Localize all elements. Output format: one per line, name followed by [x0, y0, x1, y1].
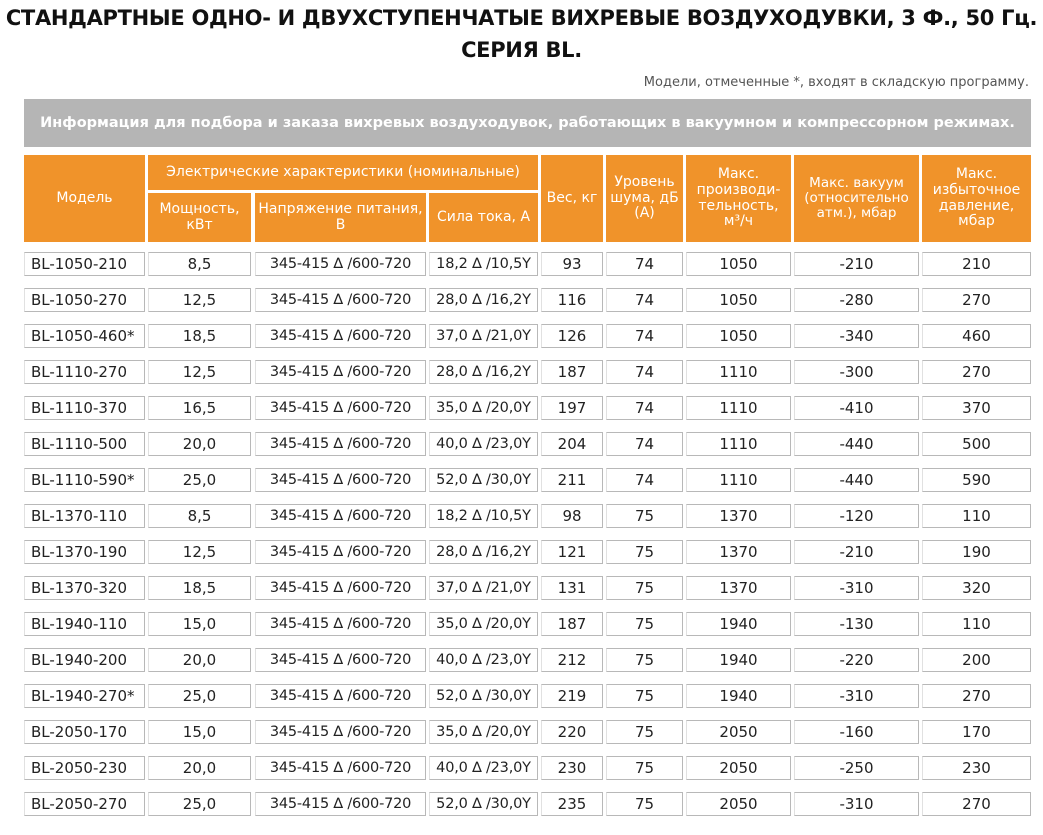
table-row: [24, 786, 1031, 822]
header-noise: Уровень шума, дБ (А): [606, 155, 683, 242]
cell-power: 25,0: [148, 684, 251, 708]
cell-vacuum: -440: [794, 468, 919, 492]
cell-capacity: 1370: [686, 504, 791, 528]
info-banner: Информация для подбора и заказа вихревых воздуходувок, работающих в вакуумном и компрессорном режимах.: [24, 99, 1031, 147]
cell-pressure: 200: [922, 648, 1031, 672]
cell-weight: 121: [541, 540, 603, 564]
table-row: [24, 642, 1031, 678]
table-row: [24, 282, 1031, 318]
cell-current: 18,2 ∆ /10,5Y: [429, 252, 538, 276]
cell-current: 35,0 ∆ /20,0Y: [429, 720, 538, 744]
cell-voltage: 345-415 ∆ /600-720: [255, 792, 426, 816]
cell-current: 35,0 ∆ /20,0Y: [429, 612, 538, 636]
cell-weight: 220: [541, 720, 603, 744]
cell-model: BL-1110-590*: [24, 468, 145, 492]
cell-noise: 74: [606, 396, 683, 420]
cell-model: BL-1370-320: [24, 576, 145, 600]
cell-weight: 126: [541, 324, 603, 348]
cell-voltage: 345-415 ∆ /600-720: [255, 576, 426, 600]
cell-capacity: 2050: [686, 720, 791, 744]
cell-pressure: 500: [922, 432, 1031, 456]
cell-model: BL-2050-270: [24, 792, 145, 816]
cell-vacuum: -340: [794, 324, 919, 348]
table-row: [24, 246, 1031, 282]
cell-weight: 93: [541, 252, 603, 276]
cell-vacuum: -210: [794, 540, 919, 564]
cell-power: 18,5: [148, 576, 251, 600]
cell-model: BL-2050-230: [24, 756, 145, 780]
cell-capacity: 1110: [686, 396, 791, 420]
cell-vacuum: -310: [794, 684, 919, 708]
header-weight: Вес, кг: [541, 155, 603, 242]
cell-noise: 75: [606, 576, 683, 600]
cell-voltage: 345-415 ∆ /600-720: [255, 612, 426, 636]
cell-voltage: 345-415 ∆ /600-720: [255, 504, 426, 528]
cell-voltage: 345-415 ∆ /600-720: [255, 720, 426, 744]
cell-current: 52,0 ∆ /30,0Y: [429, 684, 538, 708]
cell-capacity: 2050: [686, 792, 791, 816]
cell-weight: 187: [541, 612, 603, 636]
cell-noise: 75: [606, 612, 683, 636]
header-pressure: Макс. избыточное давление, мбар: [922, 155, 1031, 242]
cell-voltage: 345-415 ∆ /600-720: [255, 324, 426, 348]
table-row: [24, 498, 1031, 534]
cell-voltage: 345-415 ∆ /600-720: [255, 396, 426, 420]
cell-voltage: 345-415 ∆ /600-720: [255, 648, 426, 672]
cell-current: 40,0 ∆ /23,0Y: [429, 432, 538, 456]
cell-power: 25,0: [148, 792, 251, 816]
cell-vacuum: -310: [794, 792, 919, 816]
cell-capacity: 1940: [686, 648, 791, 672]
cell-current: 40,0 ∆ /23,0Y: [429, 648, 538, 672]
cell-capacity: 1050: [686, 252, 791, 276]
cell-model: BL-1050-460*: [24, 324, 145, 348]
cell-vacuum: -210: [794, 252, 919, 276]
header-model: Модель: [24, 155, 145, 242]
cell-noise: 75: [606, 720, 683, 744]
cell-power: 12,5: [148, 360, 251, 384]
header-voltage: Напряжение питания, В: [255, 193, 426, 242]
header-current: Сила тока, А: [429, 193, 538, 242]
cell-power: 20,0: [148, 648, 251, 672]
cell-model: BL-1370-110: [24, 504, 145, 528]
cell-model: BL-1110-270: [24, 360, 145, 384]
cell-capacity: 1940: [686, 612, 791, 636]
cell-power: 20,0: [148, 432, 251, 456]
cell-capacity: 1110: [686, 468, 791, 492]
cell-pressure: 110: [922, 612, 1031, 636]
cell-current: 52,0 ∆ /30,0Y: [429, 792, 538, 816]
cell-pressure: 590: [922, 468, 1031, 492]
cell-pressure: 270: [922, 684, 1031, 708]
cell-noise: 75: [606, 648, 683, 672]
table-row: [24, 462, 1031, 498]
cell-power: 18,5: [148, 324, 251, 348]
cell-power: 20,0: [148, 756, 251, 780]
cell-current: 35,0 ∆ /20,0Y: [429, 396, 538, 420]
header-capacity: Макс. производи-тельность, м³/ч: [686, 155, 791, 242]
cell-weight: 98: [541, 504, 603, 528]
cell-model: BL-1050-210: [24, 252, 145, 276]
cell-capacity: 1370: [686, 576, 791, 600]
page-subtitle: СЕРИЯ BL.: [461, 38, 582, 62]
cell-noise: 75: [606, 792, 683, 816]
header-vacuum: Макс. вакуум (относительно атм.), мбар: [794, 155, 919, 242]
table-row: [24, 534, 1031, 570]
cell-current: 40,0 ∆ /23,0Y: [429, 756, 538, 780]
cell-model: BL-1940-110: [24, 612, 145, 636]
cell-power: 8,5: [148, 252, 251, 276]
cell-noise: 75: [606, 540, 683, 564]
cell-pressure: 230: [922, 756, 1031, 780]
cell-voltage: 345-415 ∆ /600-720: [255, 468, 426, 492]
cell-model: BL-1110-500: [24, 432, 145, 456]
cell-voltage: 345-415 ∆ /600-720: [255, 540, 426, 564]
cell-current: 37,0 ∆ /21,0Y: [429, 324, 538, 348]
table-row: [24, 750, 1031, 786]
cell-current: 37,0 ∆ /21,0Y: [429, 576, 538, 600]
cell-capacity: 1110: [686, 360, 791, 384]
cell-vacuum: -130: [794, 612, 919, 636]
cell-capacity: 1110: [686, 432, 791, 456]
cell-vacuum: -250: [794, 756, 919, 780]
cell-vacuum: -410: [794, 396, 919, 420]
cell-weight: 131: [541, 576, 603, 600]
cell-noise: 75: [606, 504, 683, 528]
table-row: [24, 714, 1031, 750]
cell-pressure: 460: [922, 324, 1031, 348]
table-row: [24, 570, 1031, 606]
cell-model: BL-1050-270: [24, 288, 145, 312]
cell-voltage: 345-415 ∆ /600-720: [255, 360, 426, 384]
cell-noise: 74: [606, 324, 683, 348]
cell-model: BL-2050-170: [24, 720, 145, 744]
cell-current: 28,0 ∆ /16,2Y: [429, 360, 538, 384]
cell-current: 28,0 ∆ /16,2Y: [429, 540, 538, 564]
cell-model: BL-1110-370: [24, 396, 145, 420]
cell-weight: 197: [541, 396, 603, 420]
cell-weight: 187: [541, 360, 603, 384]
cell-noise: 74: [606, 252, 683, 276]
cell-pressure: 190: [922, 540, 1031, 564]
cell-weight: 230: [541, 756, 603, 780]
cell-pressure: 170: [922, 720, 1031, 744]
cell-voltage: 345-415 ∆ /600-720: [255, 432, 426, 456]
cell-current: 52,0 ∆ /30,0Y: [429, 468, 538, 492]
cell-pressure: 370: [922, 396, 1031, 420]
cell-weight: 212: [541, 648, 603, 672]
cell-weight: 219: [541, 684, 603, 708]
cell-model: BL-1370-190: [24, 540, 145, 564]
cell-voltage: 345-415 ∆ /600-720: [255, 684, 426, 708]
cell-power: 8,5: [148, 504, 251, 528]
cell-power: 16,5: [148, 396, 251, 420]
cell-power: 12,5: [148, 540, 251, 564]
cell-capacity: 1940: [686, 684, 791, 708]
cell-power: 15,0: [148, 720, 251, 744]
cell-weight: 204: [541, 432, 603, 456]
table-row: [24, 678, 1031, 714]
cell-voltage: 345-415 ∆ /600-720: [255, 288, 426, 312]
cell-model: BL-1940-200: [24, 648, 145, 672]
cell-weight: 211: [541, 468, 603, 492]
header-electrical: Электрические характеристики (номинальные): [148, 155, 538, 190]
cell-capacity: 1050: [686, 324, 791, 348]
cell-voltage: 345-415 ∆ /600-720: [255, 252, 426, 276]
cell-vacuum: -440: [794, 432, 919, 456]
cell-noise: 75: [606, 684, 683, 708]
cell-noise: 74: [606, 468, 683, 492]
stock-note: Модели, отмеченные *, входят в складскую программу.: [643, 75, 1029, 90]
table-row: [24, 426, 1031, 462]
cell-power: 25,0: [148, 468, 251, 492]
cell-voltage: 345-415 ∆ /600-720: [255, 756, 426, 780]
cell-pressure: 110: [922, 504, 1031, 528]
cell-vacuum: -310: [794, 576, 919, 600]
cell-model: BL-1940-270*: [24, 684, 145, 708]
cell-capacity: 1050: [686, 288, 791, 312]
cell-pressure: 320: [922, 576, 1031, 600]
cell-pressure: 270: [922, 792, 1031, 816]
cell-weight: 235: [541, 792, 603, 816]
table-row: [24, 390, 1031, 426]
cell-capacity: 2050: [686, 756, 791, 780]
cell-current: 18,2 ∆ /10,5Y: [429, 504, 538, 528]
cell-noise: 74: [606, 360, 683, 384]
cell-power: 12,5: [148, 288, 251, 312]
cell-weight: 116: [541, 288, 603, 312]
table-row: [24, 606, 1031, 642]
table-row: [24, 318, 1031, 354]
cell-noise: 75: [606, 756, 683, 780]
cell-pressure: 210: [922, 252, 1031, 276]
cell-pressure: 270: [922, 288, 1031, 312]
cell-noise: 74: [606, 432, 683, 456]
cell-power: 15,0: [148, 612, 251, 636]
cell-vacuum: -300: [794, 360, 919, 384]
cell-vacuum: -280: [794, 288, 919, 312]
cell-vacuum: -120: [794, 504, 919, 528]
cell-vacuum: -220: [794, 648, 919, 672]
cell-capacity: 1370: [686, 540, 791, 564]
cell-current: 28,0 ∆ /16,2Y: [429, 288, 538, 312]
cell-vacuum: -160: [794, 720, 919, 744]
page-title: СТАНДАРТНЫЕ ОДНО- И ДВУХСТУПЕНЧАТЫЕ ВИХРЕВЫЕ ВОЗДУХОДУВКИ, 3 Ф., 50 Гц.: [5, 6, 1038, 30]
header-power: Мощность, кВт: [148, 193, 251, 242]
cell-noise: 74: [606, 288, 683, 312]
table-row: [24, 354, 1031, 390]
cell-pressure: 270: [922, 360, 1031, 384]
